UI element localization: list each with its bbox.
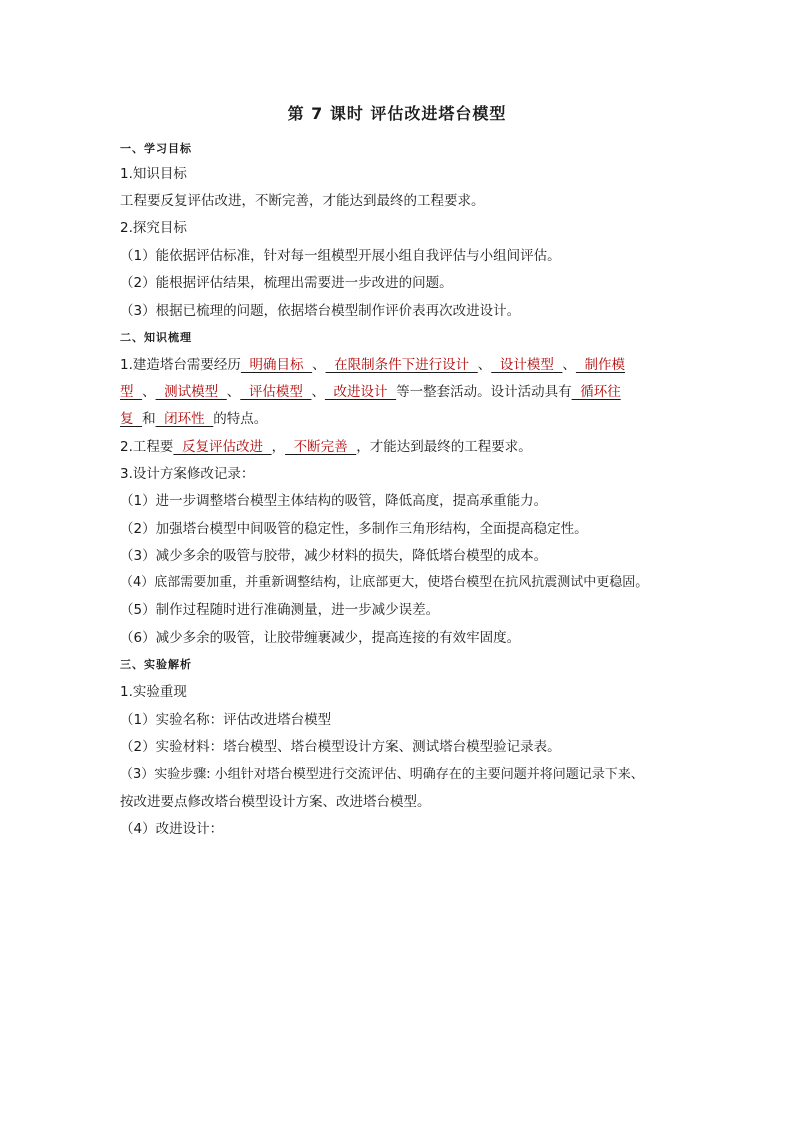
separator: 、 — [562, 357, 576, 373]
explore-goal-title: 2.探究目标 — [120, 220, 187, 236]
separator: 、 — [142, 384, 156, 400]
revision-record-item: （5）制作过程随时进行准确测量，进一步减少误差。 — [120, 602, 440, 618]
answer-blank: 在限制条件下进行设计 — [325, 357, 478, 373]
page-title: 第 7 课时 评估改进塔台模型 — [287, 104, 507, 123]
explore-goal-item: （1）能依据评估标准，针对每一组模型开展小组自我评估与小组间评估。 — [120, 248, 561, 264]
question-text: 的特点。 — [213, 411, 268, 427]
experiment-item: （1）实验名称：评估改进塔台模型 — [120, 712, 332, 728]
revision-record-item: （4）底部需要加重，并重新调整结构，让底部更大，使塔台模型在抗风抗震测试中更稳固。 — [120, 575, 649, 590]
separator: 、 — [312, 357, 326, 373]
answer-blank: 改进设计 — [324, 384, 397, 400]
question-text: 和 — [142, 411, 156, 427]
separator: 、 — [311, 384, 325, 400]
fill-blank-question-1-line-3 — [120, 410, 680, 428]
section-heading-experiment: 三、实验解析 — [120, 658, 192, 671]
separator: 、 — [477, 357, 492, 373]
question-text: 1.建造塔台需要经历 — [120, 357, 241, 373]
revision-record-item: （6）减少多余的吸管，让胶带缠裹减少，提高连接的有效牢固度。 — [120, 630, 521, 646]
answer-blank: 设计模型 — [491, 357, 563, 373]
question-text: ，才能达到最终的工程要求。 — [356, 439, 532, 455]
answer-blank: 闭环性 — [155, 411, 214, 427]
revision-record-title: 3.设计方案修改记录： — [120, 466, 255, 482]
knowledge-goal-text: 工程要反复评估改进，不断完善，才能达到最终的工程要求。 — [120, 193, 485, 209]
separator: ， — [271, 439, 286, 455]
fill-blank-question-1-line-1 — [120, 356, 680, 374]
question-text: 等一整套活动。设计活动具有 — [396, 384, 572, 400]
revision-record-item: （3）减少多余的吸管与胶带，减少材料的损失，降低塔台模型的成本。 — [120, 548, 548, 564]
answer-blank: 反复评估改进 — [173, 439, 272, 455]
separator: 、 — [226, 384, 241, 400]
section-heading-knowledge: 二、知识梳理 — [120, 331, 192, 344]
revision-record-item: （2）加强塔台模型中间吸管的稳定性，多制作三角形结构，全面提高稳定性。 — [120, 521, 588, 537]
answer-blank: 不断完善 — [285, 439, 357, 455]
explore-goal-item: （3）根据已梳理的问题，依据塔台模型制作评价表再次改进设计。 — [120, 303, 521, 319]
explore-goal-item: （2）能根据评估结果，梳理出需要进一步改进的问题。 — [120, 275, 453, 291]
answer-blank: 评估模型 — [240, 384, 312, 400]
answer-blank: 制作模 — [575, 357, 625, 373]
knowledge-goal-title: 1.知识目标 — [120, 166, 187, 182]
experiment-item: （4）改进设计： — [120, 821, 224, 837]
answer-blank: 循环往 — [571, 384, 621, 400]
experiment-item: （3）实验步骤: 小组针对塔台模型进行交流评估、明确存在的主要问题并将问题记录下来、 — [120, 767, 644, 782]
answer-blank: 型 — [120, 384, 143, 400]
question-text: 2.工程要 — [120, 439, 174, 455]
fill-blank-question-2 — [120, 438, 680, 456]
experiment-item: （2）实验材料：塔台模型、塔台模型设计方案、测试塔台模型验记录表。 — [120, 739, 561, 755]
revision-record-item: （1）进一步调整塔台模型主体结构的吸管，降低高度，提高承重能力。 — [120, 493, 548, 509]
experiment-title: 1.实验重现 — [120, 684, 187, 700]
fill-blank-question-1-line-2 — [120, 383, 680, 401]
section-heading-goals: 一、学习目标 — [120, 142, 192, 155]
experiment-item: 按改进要点修改塔台模型设计方案、改进塔台模型。 — [120, 794, 431, 810]
answer-blank: 测试模型 — [155, 384, 227, 400]
answer-blank: 明确目标 — [240, 357, 313, 373]
answer-blank: 复 — [120, 411, 143, 427]
